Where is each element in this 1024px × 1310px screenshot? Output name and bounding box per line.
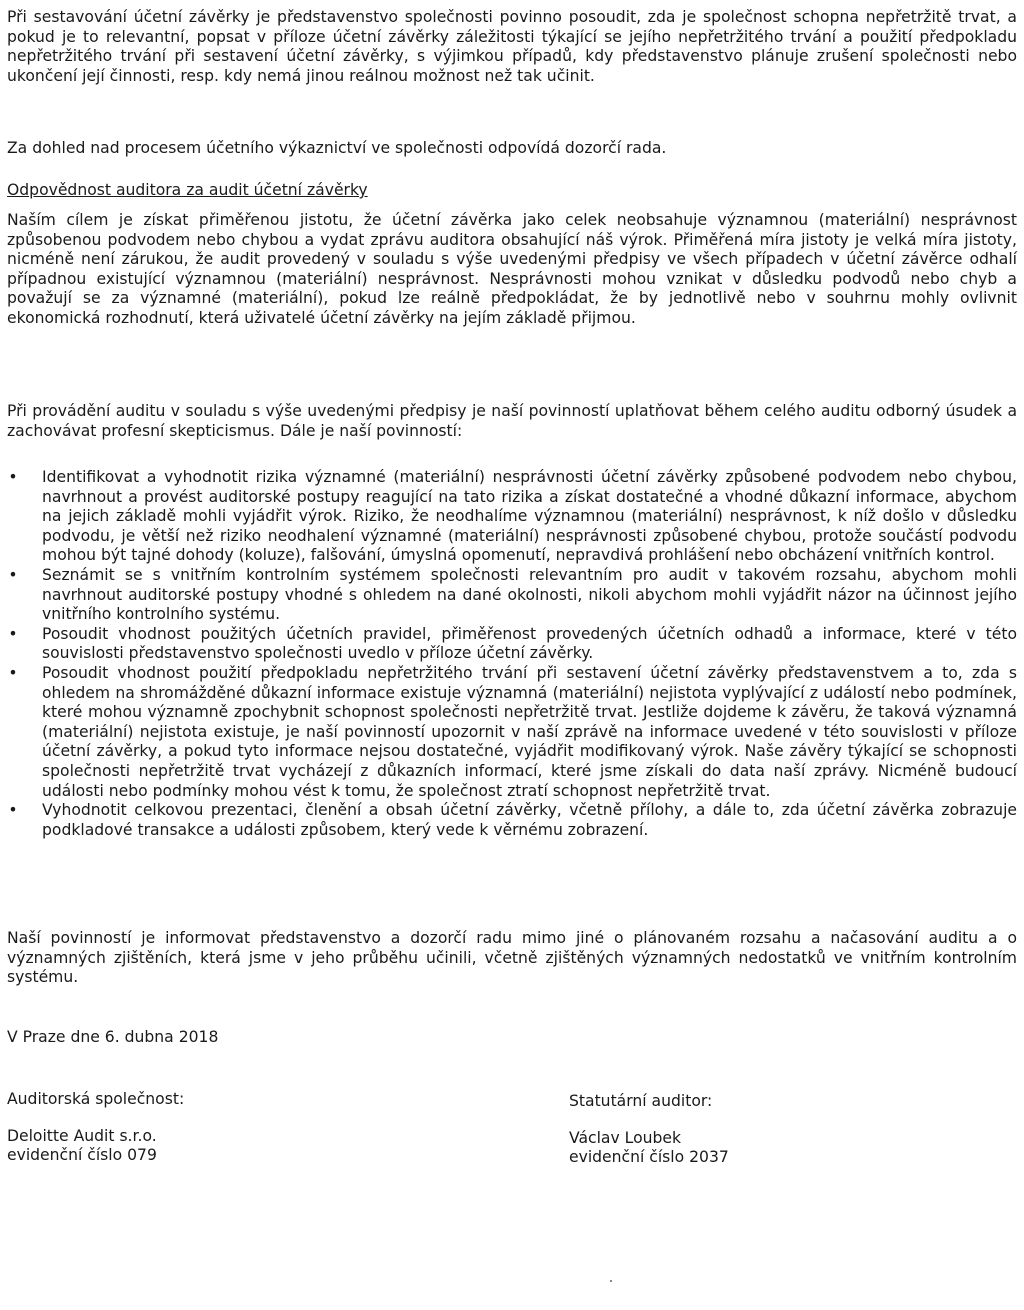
firm-name: Deloitte Audit s.r.o. <box>7 1126 157 1145</box>
auditor-registration: evidenční číslo 2037 <box>569 1148 729 1167</box>
list-item <box>7 664 1017 801</box>
list-item <box>7 801 1017 840</box>
list-item <box>7 468 1017 566</box>
bullet-icon: • <box>8 565 18 584</box>
list-item <box>7 566 1017 625</box>
list-item-text: Posoudit vhodnost použití předpokladu nepřetržitého trvání při sestavení účetní závěrky představenstvem a to, zda s ohledem na shromážděné důkazní informace existuje významná (materiální) nejistota vyplývající z událostí nebo podmínek, které mohou významně zpochybnit schopnost společnosti nepřetržitě trvat. Jestliže dojdeme k závěru, že taková významná (materiální) nejistota existuje, je naší povinností upozornit v naší zprávě na informace uvedené v této souvislosti v příloze účetní závěrky, a pokud tyto informace nejsou dostatečné, vyjádřit modifikovaný výrok. Naše závěry týkající se schopnosti společnosti nepřetržitě trvat vycházejí z důkazních informací, které jsme získali do data naší zprávy. Nicméně budoucí události nebo podmínky mohou vést k tomu, že společnost ztratí schopnost nepřetržitě trvat. <box>42 663 1017 800</box>
auditor-name: Václav Loubek <box>569 1128 682 1147</box>
date-line: V Praze dne 6. dubna 2018 <box>7 1028 219 1046</box>
paragraph-communication: Naší povinností je informovat představenstvo a dozorčí radu mimo jiné o plánovaném rozsahu a načasování auditu a o významných zjištěních, která jsme v jeho průběhu učinili, včetně zjištěných významných nedostatků ve vnitřním kontrolním systému. <box>7 929 1017 987</box>
section-heading: Odpovědnost auditora za audit účetní závěrky <box>7 181 368 199</box>
list-item-text: Vyhodnotit celkovou prezentaci, členění a obsah účetní závěrky, včetně přílohy, a dále to, zda účetní závěrka zobrazuje podkladové transakce a události způsobem, který vede k věrnému zobrazení. <box>42 801 1017 839</box>
bullet-icon: • <box>8 801 18 820</box>
list-item-text: Seznámit se s vnitřním kontrolním systémem společnosti relevantním pro audit v takovém rozsahu, abychom mohli navrhnout auditorské postupy vhodné s ohledem na dané okolnosti, nikoli abychom mohli vyjádřit názor na účinnost jejího vnitřního kontrolního systému. <box>42 565 1017 624</box>
paragraph-going-concern: Při sestavování účetní závěrky je představenstvo společnosti povinno posoudit, zda je společnost schopna nepřetržitě trvat, a pokud je to relevantní, popsat v příloze účetní závěrky záležitosti týkající se jejího nepřetržitého trvání a použití předpokladu nepřetržitého trvání při sestavení účetní závěrky, s výjimkou případů, kdy představenstvo plánuje zrušení společnosti nebo ukončení její činnosti, resp. kdy nemá jinou reálnou možnost než tak učinit. <box>7 8 1017 85</box>
auditor-label: Statutární auditor: <box>569 1092 713 1110</box>
list-item-text: Identifikovat a vyhodnotit rizika významné (materiální) nesprávnosti účetní závěrky způsobené podvodem nebo chybou, navrhnout a provést auditorské postupy reagující na tato rizika a získat dostatečné a vhodné důkazní informace, abychom na jejich základě mohli vyjádřit výrok. Riziko, že neodhalíme významnou (materiální) nesprávnost, k níž došlo v důsledku podvodu, je větší než riziko neodhalení významné (materiální) nesprávnosti způsobené chybou, protože součástí podvodu mohou být tajné dohody (koluze), falšování, úmyslná opomenutí, nepravdivá prohlášení nebo obcházení vnitřních kontrol. <box>42 468 1017 565</box>
signature-block-auditor <box>569 1092 729 1168</box>
bullet-icon: • <box>8 624 18 643</box>
firm-label: Auditorská společnost: <box>7 1090 185 1108</box>
list-item <box>7 625 1017 664</box>
scan-speck <box>610 1280 612 1282</box>
paragraph-auditor-goal: Naším cílem je získat přiměřenou jistotu, že účetní závěrka jako celek neobsahuje významnou (materiální) nesprávnost způsobenou podvodem nebo chybou a vydat zprávu auditora obsahující náš výrok. Přiměřená míra jistoty je velká míra jistoty, nicméně není zárukou, že audit provedený v souladu s výše uvedenými předpisy ve všech případech v účetní závěrce odhalí případnou existující významnou (materiální) nesprávnost. Nesprávnosti mohou vznikat v důsledku podvodů nebo chyb a považují se za významné (materiální), pokud lze reálně předpokládat, že by jednotlivě nebo v souhrnu mohly ovlivnit ekonomická rozhodnutí, která uživatelé účetní závěrky na jejím základě přijmou. <box>7 211 1017 327</box>
signature-block-firm <box>7 1090 184 1166</box>
firm-registration: evidenční číslo 079 <box>7 1146 157 1165</box>
paragraph-auditor-duties: Při provádění auditu v souladu s výše uvedenými předpisy je naší povinností uplatňovat během celého auditu odborný úsudek a zachovávat profesní skepticismus. Dále je naší povinností: <box>7 402 1017 440</box>
list-item-text: Posoudit vhodnost použitých účetních pravidel, přiměřenost provedených účetních odhadů a informace, které v této souvislosti představenstvo společnosti uvedlo v příloze účetní závěrky. <box>42 624 1017 663</box>
bullet-icon: • <box>8 663 18 682</box>
paragraph-supervisory-board: Za dohled nad procesem účetního výkaznictví ve společnosti odpovídá dozorčí rada. <box>7 139 667 157</box>
bullet-icon: • <box>8 468 18 486</box>
duties-list <box>7 468 1017 840</box>
